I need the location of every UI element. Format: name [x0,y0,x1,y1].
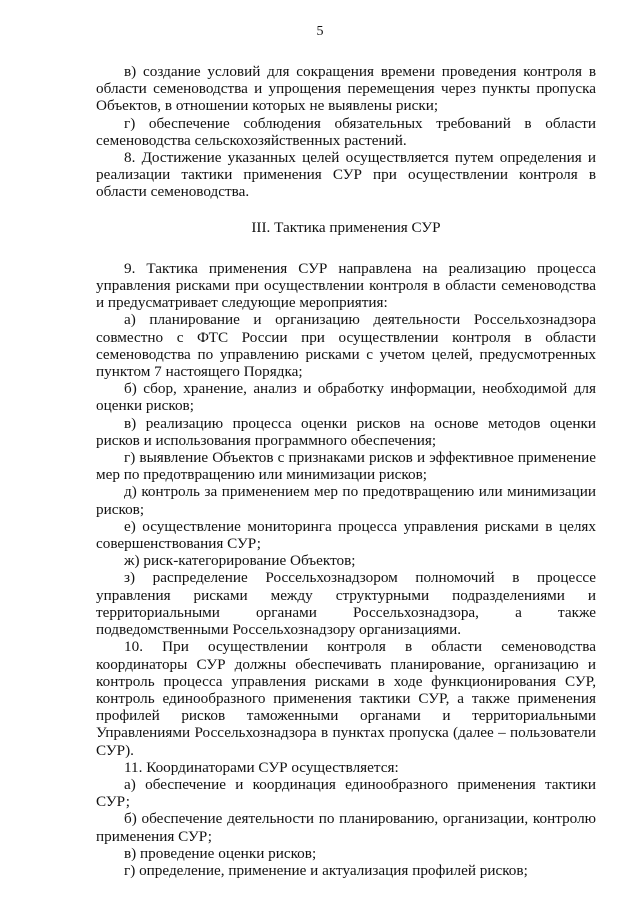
paragraph: 8. Достижение указанных целей осуществляется путем определения и реализации тактики применения СУР при осуществлении контроля в области семеноводства. [96,149,596,201]
paragraph: б) сбор, хранение, анализ и обработку информации, необходимой для оценки рисков; [96,380,596,415]
page-number: 5 [316,24,324,39]
paragraph: в) реализацию процесса оценки рисков на основе методов оценки рисков и использования программного обеспечения; [96,414,596,449]
paragraph: а) планирование и организацию деятельности Россельхознадзора совместно с ФТС России при осуществлении контроля в области семеноводства по управлению рисками с учетом целей, предусмотренных пунктом 7 настоящего Порядка; [96,311,596,381]
paragraph: 11. Координаторами СУР осуществляется: [124,758,399,776]
paragraph: ж) риск-категорирование Объектов; [124,552,356,570]
paragraph: 9. Тактика применения СУР направлена на реализацию процесса управления рисками при осуществлении контроля в области семеноводства и предусматривает следующие мероприятия: [96,259,596,312]
paragraph: д) контроль за применением мер по предотвращению или минимизации рисков; [96,483,596,518]
paragraph: а) обеспечение и координация единообразного применения тактики СУР; [96,775,596,811]
paragraph: в) создание условий для сокращения времени проведения контроля в области семеноводства и упрощения перемещения через пункты пропуска Объектов, в отношении которых не выявлены риски; [96,63,596,115]
paragraph: 10. При осуществлении контроля в области семеноводства координаторы СУР должны обеспечивать планирование, организацию и контроль процесса управления рисками в ходе функционирования СУР, контроль единообразного применения тактики СУР, а также применения профилей рисков таможенными органами и территориальными Управлениями Россельхознадзора в пунктах пропуска (далее – пользователи СУР). [96,638,596,759]
paragraph: б) обеспечение деятельности по планированию, организации, контролю применения СУР; [96,810,596,845]
paragraph: в) проведение оценки рисков; [124,844,317,862]
paragraph: з) распределение Россельхознадзором полномочий в процессе управления рисками между структурными подразделениями и территориальными органами Россельхознадзора, а также подведомственными Россельхознадзору организациями. [96,569,596,639]
section-heading: III. Тактика применения СУР [251,218,441,236]
paragraph: г) выявление Объектов с признаками рисков и эффективное применение мер по предотвращению или минимизации рисков; [96,449,596,484]
paragraph: е) осуществление мониторинга процесса управления рисками в целях совершенствования СУР; [96,517,596,553]
document-body [96,63,596,879]
paragraph: г) определение, применение и актуализация профилей рисков; [124,861,528,879]
paragraph: г) обеспечение соблюдения обязательных требований в области семеноводства сельскохозяйственных растений. [96,114,596,149]
